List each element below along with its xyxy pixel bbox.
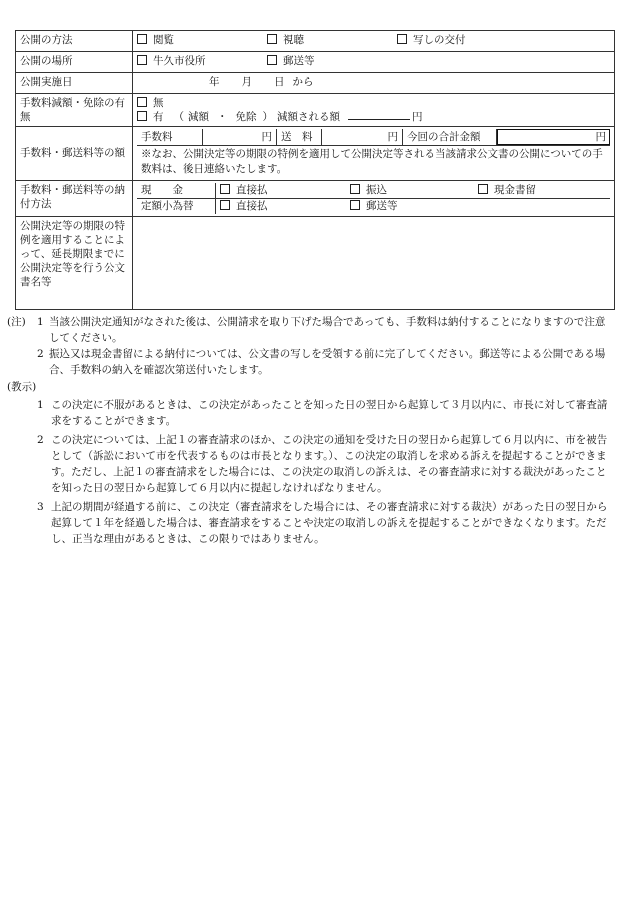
special-extension-label: 公開決定等の期限の特例を適用することによって、延長期限までに公開決定等を行う公文書名等 bbox=[16, 216, 133, 309]
total-label: 今回の合計金額 bbox=[403, 129, 497, 145]
day-unit: 日 bbox=[274, 76, 285, 88]
money-order-option-mail[interactable]: 郵送等 bbox=[350, 199, 398, 213]
checkbox-icon[interactable] bbox=[267, 34, 277, 44]
reduction-yes-option[interactable]: 有 （ 減額 ・ 免除 ） 減額される額 円 bbox=[137, 110, 610, 124]
checkbox-icon[interactable] bbox=[350, 184, 360, 194]
month-unit: 月 bbox=[241, 76, 252, 88]
instructions-title: (教示) bbox=[7, 380, 37, 393]
cash-label: 現 金 bbox=[137, 183, 216, 198]
disclosure-form-table bbox=[15, 30, 615, 310]
postage-label: 送 料 bbox=[277, 129, 322, 145]
payment-label: 手数料・郵送料等の納付方法 bbox=[16, 180, 133, 216]
fee-amount-field[interactable]: 円 bbox=[203, 129, 277, 145]
checkbox-icon[interactable] bbox=[137, 34, 147, 44]
checkbox-icon[interactable] bbox=[397, 34, 407, 44]
note-mark: (注) bbox=[7, 315, 26, 328]
instruction-item bbox=[15, 397, 615, 430]
checkbox-icon[interactable] bbox=[137, 111, 147, 121]
from-suffix: から bbox=[292, 76, 314, 88]
method-option-listen[interactable]: 視聴 bbox=[267, 33, 397, 47]
total-amount-field[interactable]: 円 bbox=[497, 129, 610, 145]
reduction-none-option[interactable]: 無 bbox=[137, 96, 610, 110]
note-item bbox=[7, 314, 615, 347]
method-label: 公開の方法 bbox=[16, 31, 133, 52]
special-extension-field[interactable] bbox=[133, 216, 615, 309]
exempt-text: 免除 bbox=[235, 111, 257, 124]
money-order-label: 定額小為替 bbox=[137, 199, 216, 214]
money-order-options bbox=[216, 199, 402, 214]
checkbox-icon[interactable] bbox=[350, 200, 360, 210]
place-label: 公開の場所 bbox=[16, 52, 133, 73]
instruction-number: 2 bbox=[37, 433, 44, 446]
note-text: 振込又は現金書留による納付については、公文書の写しを受領する前に完了してください。郵送等による公開である場合、手数料の納入を確認次第送付いたします。 bbox=[49, 348, 606, 377]
cash-options bbox=[216, 183, 540, 198]
instruction-item bbox=[15, 432, 615, 497]
date-field[interactable] bbox=[133, 73, 615, 94]
checkbox-icon[interactable] bbox=[220, 200, 230, 210]
note-number: 1 bbox=[37, 315, 44, 328]
cash-option-direct[interactable]: 直接払 bbox=[220, 183, 350, 197]
fee-label: 手数料 bbox=[137, 129, 203, 145]
checkbox-icon[interactable] bbox=[220, 184, 230, 194]
instruction-number: 3 bbox=[37, 500, 44, 513]
payment-cell bbox=[133, 180, 615, 216]
instruction-text: この決定に不服があるときは、この決定があったことを知った日の翌日から起算して３月以内に、市長に対して審査請求をすることができます。 bbox=[51, 399, 608, 428]
instruction-item bbox=[15, 499, 615, 548]
date-label: 公開実施日 bbox=[16, 73, 133, 94]
instruction-text: 上記の期間が経過する前に、この決定（審査請求をした場合には、その審査請求に対する裁決）があった日の翌日から起算して１年を経過した場合は、審査請求をすることや決定の取消しの訴えを提起することができなくなります。ただし、正当な理由があるときは、この限りではありません。 bbox=[51, 500, 608, 546]
year-unit: 年 bbox=[209, 76, 220, 88]
place-option-cityhall[interactable]: 牛久市役所 bbox=[137, 54, 267, 68]
notes-section bbox=[7, 314, 615, 548]
cash-row bbox=[137, 183, 610, 198]
fees-amount-row bbox=[137, 129, 610, 146]
instruction-text: この決定については、上記１の審査請求のほか、この決定の通知を受けた日の翌日から起算して６月以内に、市を被告として（訴訟において市を代表するものは市長となります。）、この決定の取消しを求める訴えを提起することができます。ただし、上記１の審査請求をした場合には、この決定の取消しの訴えは、その審査請求に対する裁決があったことを知った日の翌日から起算して６月以内に提起しなければなりません。 bbox=[51, 433, 608, 495]
checkbox-icon[interactable] bbox=[137, 97, 147, 107]
place-option-mail[interactable]: 郵送等 bbox=[267, 54, 315, 68]
method-options bbox=[133, 31, 615, 52]
fees-cell bbox=[133, 127, 615, 180]
postage-amount-field[interactable]: 円 bbox=[322, 129, 403, 145]
note-text: 当該公開決定通知がなされた後は、公開請求を取り下げた場合であっても、手数料は納付することになりますので注意してください。 bbox=[49, 315, 606, 344]
money-order-option-direct[interactable]: 直接払 bbox=[220, 199, 350, 213]
note-number: 2 bbox=[37, 348, 44, 361]
checkbox-icon[interactable] bbox=[478, 184, 488, 194]
reduced-amount-label: 減額される額 bbox=[277, 111, 340, 124]
checkbox-icon[interactable] bbox=[137, 55, 147, 65]
checkbox-icon[interactable] bbox=[267, 55, 277, 65]
money-order-row bbox=[137, 198, 610, 214]
reduced-amount-field[interactable] bbox=[348, 119, 410, 120]
cash-option-transfer[interactable]: 振込 bbox=[350, 183, 478, 197]
fees-note: ※なお、公開決定等の期限の特例を適用して公開決定等される当該請求公文書の公開についての手数料は、後日連絡いたします。 bbox=[141, 148, 603, 175]
instruction-number: 1 bbox=[37, 399, 44, 412]
method-option-view[interactable]: 閲覧 bbox=[137, 33, 267, 47]
method-option-copy[interactable]: 写しの交付 bbox=[397, 33, 466, 47]
reduction-options bbox=[133, 94, 615, 127]
fees-label: 手数料・郵送料等の額 bbox=[16, 127, 133, 180]
decision-notice-page bbox=[7, 30, 615, 547]
reduce-text: 減額 bbox=[188, 111, 209, 124]
place-options bbox=[133, 52, 615, 73]
cash-option-registered[interactable]: 現金書留 bbox=[478, 183, 536, 197]
note-item bbox=[15, 346, 615, 379]
reduction-label: 手数料減額・免除の有無 bbox=[16, 94, 133, 127]
